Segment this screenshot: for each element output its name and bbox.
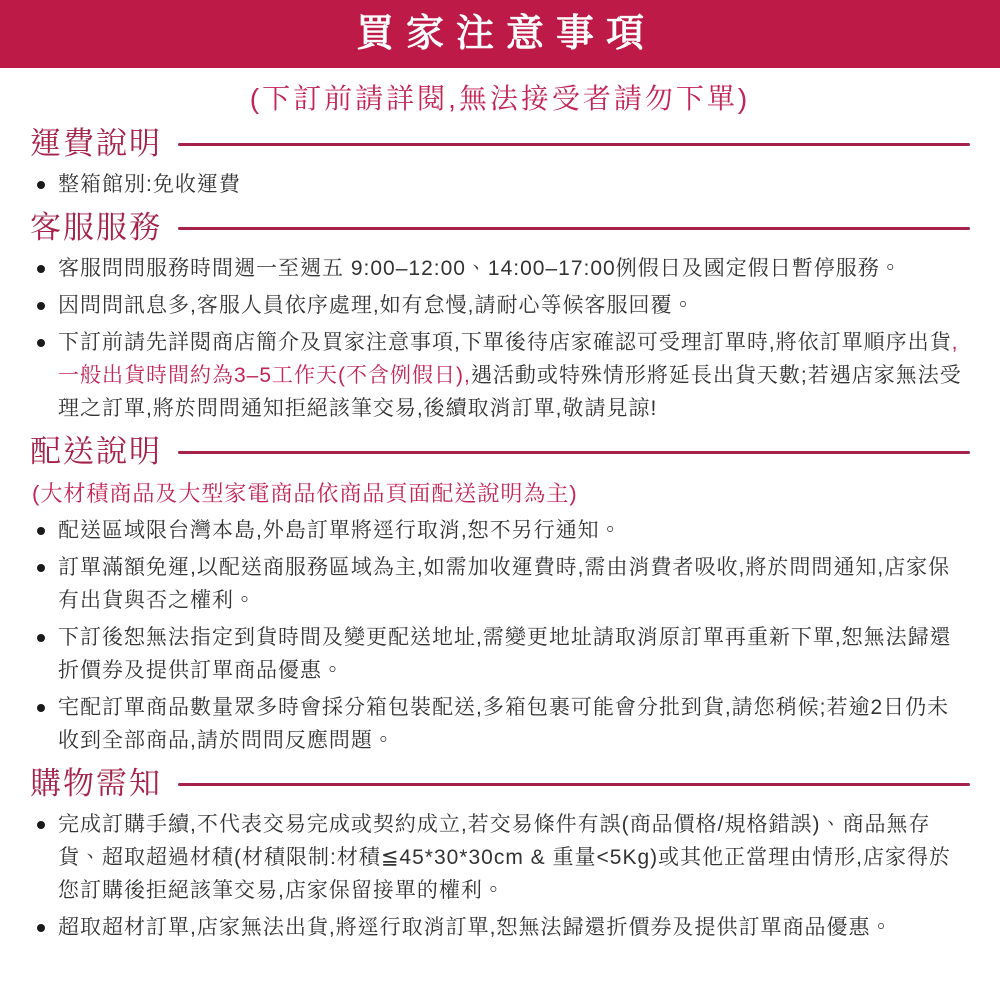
section-heading — [30, 209, 970, 247]
notice-subtitle: (下訂前請詳閱,無法接受者請勿下單) — [249, 83, 751, 114]
notice-item — [34, 326, 970, 425]
section-divider-line — [178, 451, 970, 454]
notice-sections — [0, 125, 1000, 944]
section-title: 客服服務 — [30, 210, 162, 245]
notice-item — [34, 691, 970, 757]
section-shipping-fee — [0, 125, 1000, 201]
section-heading — [30, 125, 970, 163]
notice-item — [34, 621, 970, 687]
notice-item-text: 完成訂購手續,不代表交易完成或契約成立,若交易條件有誤(商品價格/規格錯誤)、商品無存貨、超取超過材積(材積限制:材積≦45*30*30cm & 重量<5Kg)或其他正當理由情形,店家得於您訂購後拒絕該筆交易,店家保留接單的權利。 — [58, 813, 951, 902]
section-customer-service — [0, 209, 1000, 425]
section-title: 運費說明 — [30, 126, 162, 161]
notice-item-text: 客服問問服務時間週一至週五 9:00–12:00、14:00–17:00例假日及國定假日暫停服務。 — [58, 257, 902, 280]
section-divider-line — [178, 143, 970, 146]
notice-item — [34, 551, 970, 617]
notice-item-text: 配送區域限台灣本島,外島訂單將逕行取消,恕不另行通知。 — [58, 519, 622, 542]
section-items — [0, 252, 1000, 425]
notice-item-accent-text: ,一般出貨時間約為3–5工作天(不含例假日), — [58, 331, 959, 387]
section-items — [0, 168, 1000, 201]
notice-banner — [0, 0, 1000, 68]
notice-item — [34, 252, 970, 285]
notice-item-text: 宅配訂單商品數量眾多時會採分箱包裝配送,多箱包裹可能會分批到貨,請您稍候;若逾2日仍未收到全部商品,請於問問反應問題。 — [58, 696, 950, 752]
section-title: 購物需知 — [30, 766, 162, 801]
notice-item-text: 下訂後恕無法指定到貨時間及變更配送地址,需變更地址請取消原訂單再重新下單,恕無法歸還折價券及提供訂單商品優惠。 — [58, 626, 952, 682]
notice-title: 買家注意事項 — [355, 13, 656, 55]
section-heading — [30, 433, 970, 471]
notice-item-text: 因問問訊息多,客服人員依序處理,如有怠慢,請耐心等候客服回覆。 — [58, 294, 695, 317]
section-note: (大材積商品及大型家電商品依商品頁面配送說明為主) — [32, 481, 578, 506]
notice-item-text: 下訂前請先詳閱商店簡介及買家注意事項,下單後待店家確認可受理訂單時,將依訂單順序出貨 — [58, 331, 952, 354]
notice-item — [34, 514, 970, 547]
notice-item-text: 超取超材訂單,店家無法出貨,將逕行取消訂單,恕無法歸還折價券及提供訂單商品優惠。 — [58, 916, 893, 939]
notice-item — [34, 289, 970, 322]
notice-item — [34, 911, 970, 944]
notice-item — [34, 168, 970, 201]
section-divider-line — [178, 227, 970, 230]
section-heading — [30, 765, 970, 803]
section-title: 配送說明 — [30, 434, 162, 469]
section-items — [0, 808, 1000, 944]
notice-item — [34, 808, 970, 907]
section-divider-line — [178, 783, 970, 786]
section-purchase-notice — [0, 765, 1000, 944]
notice-item-text: 整箱館別:免收運費 — [58, 173, 241, 196]
notice-item-text: 遇活動或特殊情形將延長出貨天數;若遇店家無法受理之訂單,將於問問通知拒絕該筆交易,後續取消訂單,敬請見諒! — [58, 364, 962, 420]
notice-item-text: 訂單滿額免運,以配送商服務區域為主,如需加收運費時,需由消費者吸收,將於問問通知,店家保有出貨與否之權利。 — [58, 556, 951, 612]
section-items — [0, 514, 1000, 757]
section-delivery — [0, 433, 1000, 757]
